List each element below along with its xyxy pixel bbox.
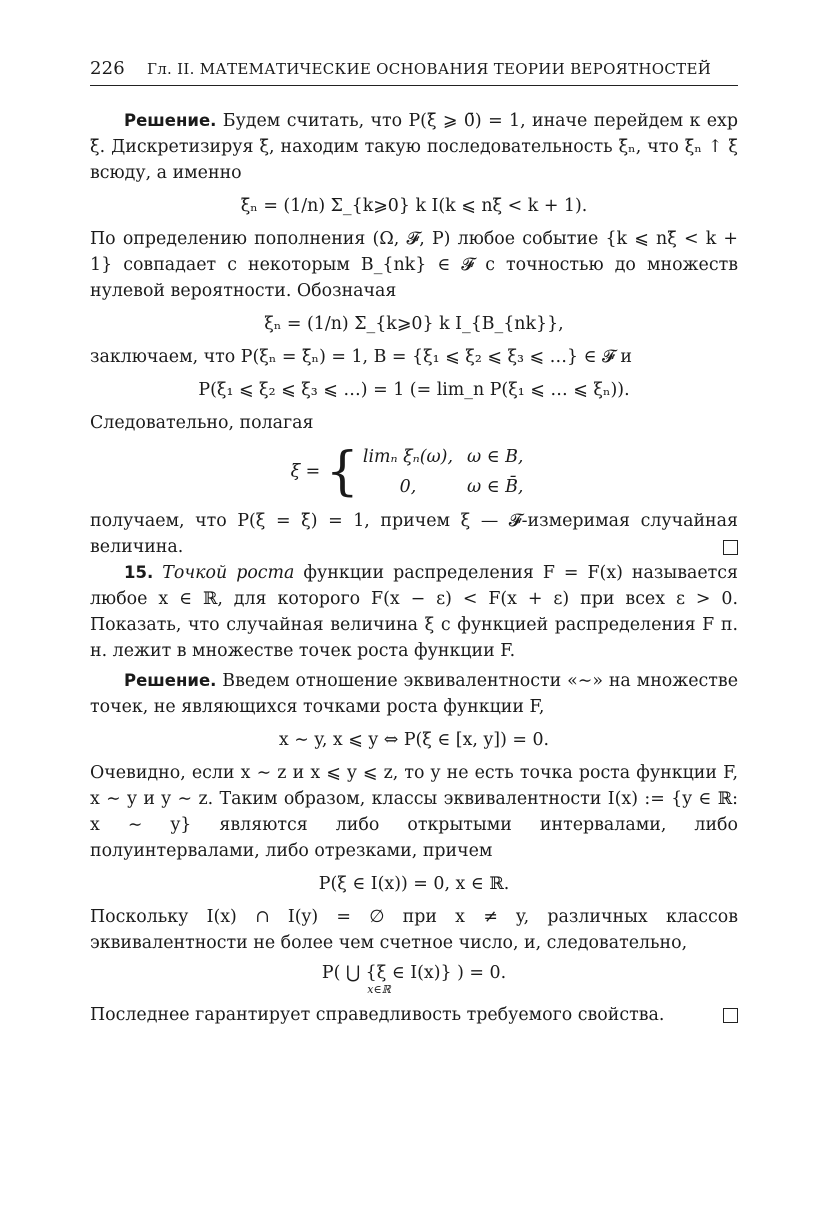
equation-class-probability: P(ξ ∈ I(x)) = 0, x ∈ ℝ. bbox=[318, 874, 510, 894]
problem-term: Точкой роста bbox=[162, 563, 295, 583]
qed-square-icon bbox=[723, 1008, 738, 1023]
equation-discretization: ξ̄ₙ = (1/n) Σ_{k⩾0} k I(k ⩽ nξ̄ < k + 1). bbox=[240, 196, 588, 216]
running-title: Гл. II. МАТЕМАТИЧЕСКИЕ ОСНОВАНИЯ ТЕОРИИ ВЕРОЯТНОСТЕЙ bbox=[146, 60, 712, 78]
equation-union bbox=[90, 962, 738, 996]
equation-xi-n: ξₙ = (1/n) Σ_{k⩾0} k I_{B_{nk}}, bbox=[264, 314, 564, 334]
solution-1-paragraph-5 bbox=[90, 508, 738, 560]
problem-15 bbox=[90, 560, 738, 664]
equation-monotone: P(ξ₁ ⩽ ξ₂ ⩽ ξ₃ ⩽ …) = 1 (= lim_n P(ξ₁ ⩽ … ⩽ ξₙ)). bbox=[198, 380, 630, 400]
solution-1-paragraph-1 bbox=[90, 108, 738, 186]
case-1-condition: ω ∈ B, bbox=[467, 447, 524, 467]
qed-square-icon bbox=[723, 540, 738, 555]
solution-text: Будем считать, что P(ξ̄ ⩾ 0̄) = 1, иначе перейдем к exp ξ̄. Дискретизируя ξ̄, находим такую последовательность ξ̄ₙ, что ξ̄ₙ ↑ ξ̄ всюду, а именно bbox=[90, 111, 738, 183]
solution-2-paragraph-1 bbox=[90, 668, 738, 720]
problem-number: 15. bbox=[124, 563, 154, 582]
cases-block: { limₙ ξₙ(ω), ω ∈ B, 0, ω ∈ B̄, bbox=[326, 442, 538, 502]
solution-2-paragraph-2: Очевидно, если x ∼ z и x ⩽ y ⩽ z, то y не есть точка роста функции F, x ∼ y и y ∼ z. Таким образом, классы эквивалентности I(x) := {y ∈ ℝ: x ∼ y} являются либо открытыми интервалами, либо полуинтервалами, либо отрезками, причем bbox=[90, 763, 738, 861]
problem-text: функции распределения F = F(x) называется любое x ∈ ℝ, для которого F(x − ε) < F(x + ε) при всех ε > 0. Показать, что случайная величина ξ с функцией распределения F п. н. лежит в множестве точек роста функции F. bbox=[90, 563, 739, 661]
union-expression: P( ⋃ {ξ ∈ I(x)} ) = 0. bbox=[321, 963, 507, 983]
solution-2-paragraph-4 bbox=[90, 1002, 738, 1028]
case-2-expression: 0, bbox=[399, 477, 417, 497]
running-header bbox=[90, 58, 738, 86]
solution-text: Введем отношение эквивалентности «∼» на множестве точек, не являющихся точками роста функции F, bbox=[90, 671, 738, 717]
solution-1-paragraph-4: Следовательно, полагая bbox=[90, 413, 314, 433]
solution-label: Решение. bbox=[124, 671, 217, 690]
union-subscript: x∈ℝ bbox=[367, 983, 391, 996]
equation-xi-definition: ξ = { limₙ ξₙ(ω), ω ∈ B, 0, ω ∈ B̄, bbox=[90, 442, 738, 502]
solution-1-conclusion: получаем, что P(ξ = ξ̄) = 1, причем ξ — 𝓕-измеримая случайная величина. bbox=[90, 511, 738, 557]
solution-2-conclusion: Последнее гарантирует справедливость требуемого свойства. bbox=[90, 1005, 665, 1025]
case-1-expression: limₙ ξₙ(ω), bbox=[362, 447, 453, 467]
solution-1-paragraph-2: По определению пополнения (Ω, 𝓕, P) любое событие {k ⩽ nξ̄ < k + 1} совпадает с некоторым B_{nk} ∈ 𝓕 с точностью до множеств нулевой вероятности. Обозначая bbox=[90, 229, 738, 301]
solution-1-paragraph-3: заключаем, что P(ξₙ = ξ̄ₙ) = 1, B = {ξ₁ ⩽ ξ₂ ⩽ ξ₃ ⩽ …} ∈ 𝓕 и bbox=[90, 347, 632, 367]
book-page bbox=[90, 58, 738, 1028]
solution-label: Решение. bbox=[124, 111, 217, 130]
equation-equivalence: x ∼ y, x ⩽ y ⇔ P(ξ ∈ [x, y]) = 0. bbox=[278, 730, 550, 750]
case-2-condition: ω ∈ B̄, bbox=[467, 477, 524, 497]
solution-2-paragraph-3: Поскольку I(x) ∩ I(y) = ∅ при x ≠ y, различных классов эквивалентности не более чем счетное число, и, следовательно, bbox=[90, 907, 738, 953]
page-number: 226 bbox=[90, 58, 125, 79]
